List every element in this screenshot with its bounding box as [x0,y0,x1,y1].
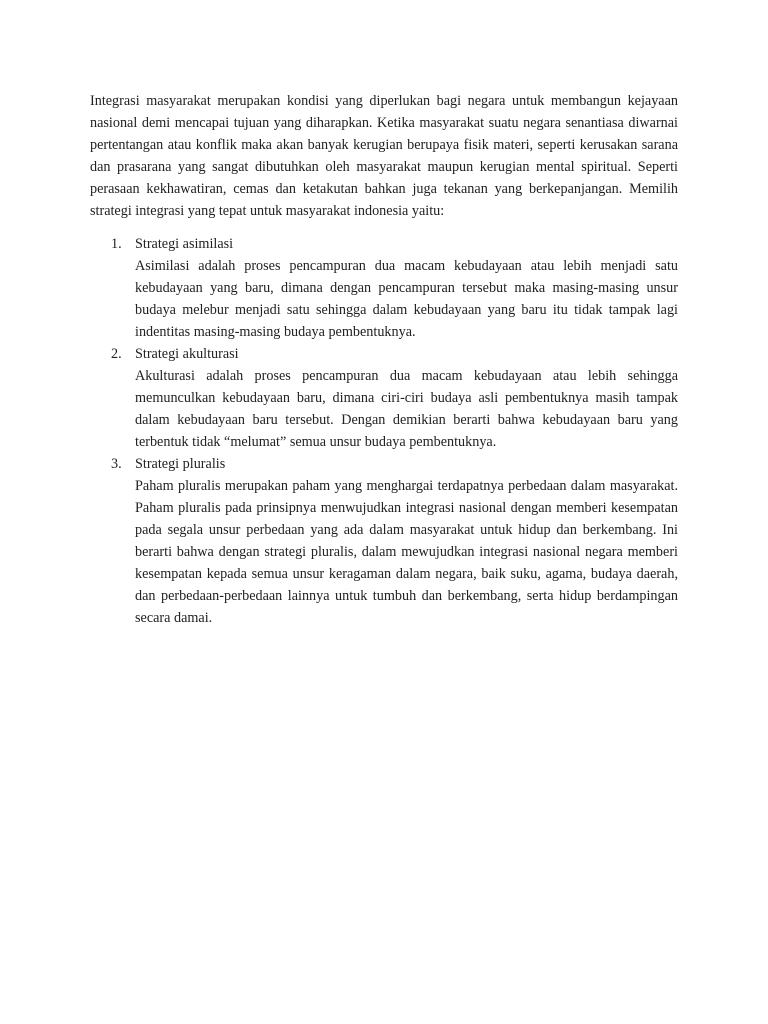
intro-paragraph: Integrasi masyarakat merupakan kondisi yang diperlukan bagi negara untuk membangun kejayaan nasional demi mencapai tujuan yang diharapkan. Ketika masyarakat suatu negara senantiasa diwarnai pertentangan atau konflik maka akan banyak kerugian berupaya fisik materi, seperti kerusakan sarana dan prasarana yang sangat dibutuhkan oleh masyarakat maupun kerugian mental spiritual. Seperti perasaan kekhawatiran, cemas dan ketakutan bahkan juga tekanan yang berkepanjangan. Memilih strategi integrasi yang tepat untuk masyarakat indonesia yaitu: [90,93,678,219]
list-item-strategy-pluralis [90,453,678,629]
strategy-title: Strategi asimilasi [135,236,234,252]
strategy-title: Strategi pluralis [135,456,226,472]
strategy-description: Paham pluralis merupakan paham yang menghargai terdapatnya perbedaan dalam masyarakat. Paham pluralis pada prinsipnya menwujudkan integrasi nasional dengan memberi kesempatan pada segala unsur perbedaan yang ada dalam masyarakat untuk hidup dan berkembang. Ini berarti bahwa dengan strategi pluralis, dalam mewujudkan integrasi nasional negara memberi kesempatan kepada semua unsur keragaman dalam negara, baik suku, agama, budaya daerah, dan perbedaan-perbedaan lainnya untuk tumbuh dan berkembang, serta hidup berdampingan secara damai. [135,478,678,626]
list-number: 3. [111,456,122,472]
list-number: 2. [111,346,122,362]
strategy-description: Asimilasi adalah proses pencampuran dua macam kebudayaan atau lebih menjadi satu kebudayaan yang baru, dimana dengan pencampuran tersebut maka masing-masing unsur budaya melebur menjadi satu sehingga dalam kebudayaan yang baru itu tidak tampak lagi indentitas masing-masing budaya pembentuknya. [135,258,678,340]
strategy-list [90,233,678,629]
list-item-strategy-akulturasi [90,343,678,453]
list-item-strategy-asimilasi [90,233,678,343]
strategy-title: Strategi akulturasi [135,346,239,362]
strategy-description: Akulturasi adalah proses pencampuran dua macam kebudayaan atau lebih sehingga memunculkan kebudayaan baru, dimana ciri-ciri budaya asli pembentuknya masih tampak dalam kebudayaan baru tersebut. Dengan demikian berarti bahwa kebudayaan baru yang terbentuk tidak “melumat” semua unsur budaya pembentuknya. [135,368,678,450]
list-number: 1. [111,236,122,252]
